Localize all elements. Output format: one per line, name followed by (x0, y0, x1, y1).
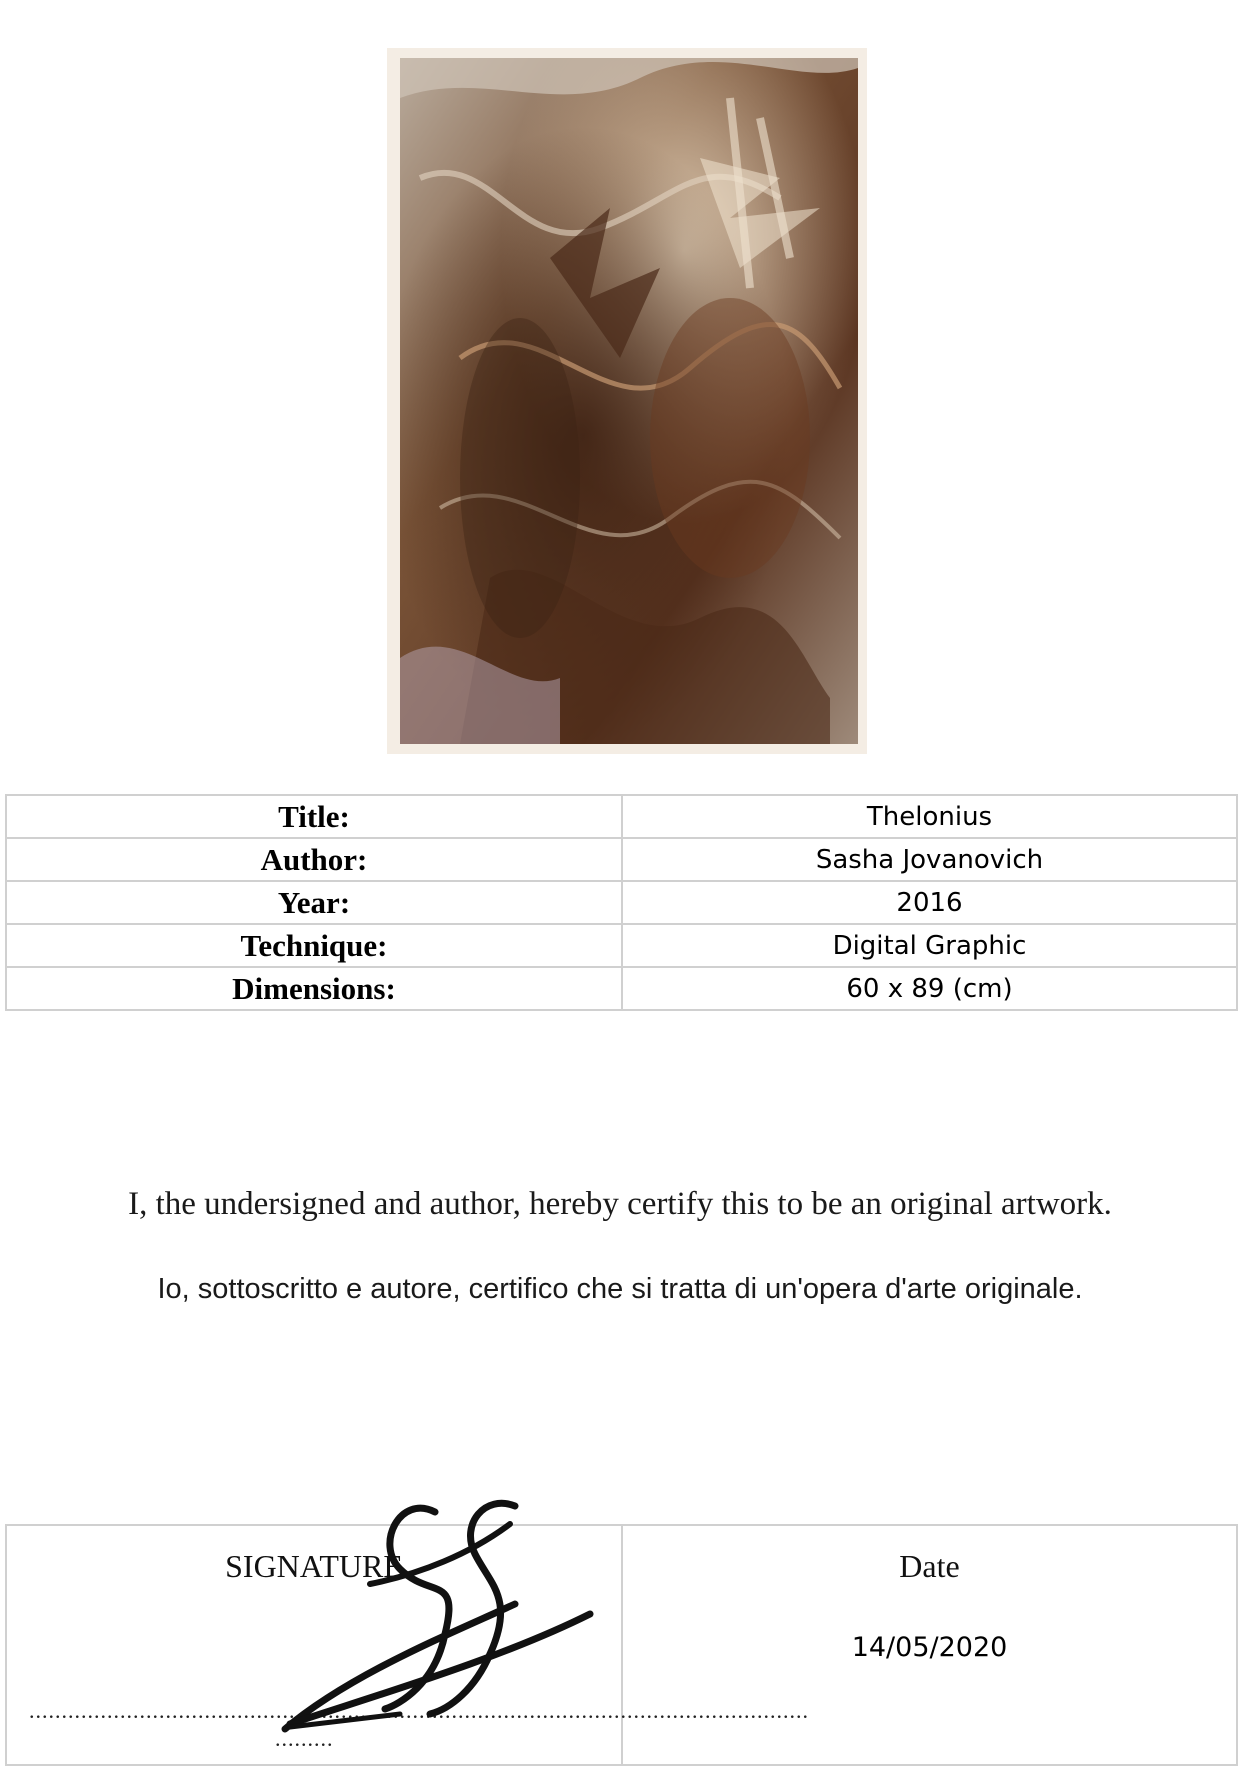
details-label: Author: (6, 838, 622, 881)
details-label: Dimensions: (6, 967, 622, 1010)
details-value: Sasha Jovanovich (622, 838, 1237, 881)
details-label: Technique: (6, 924, 622, 967)
details-value: 2016 (622, 881, 1237, 924)
signature-table (5, 1524, 1238, 1766)
details-label: Title: (6, 795, 622, 838)
signature-label: SIGNATURE (225, 1548, 403, 1584)
signature-cell (6, 1525, 809, 1765)
date-label: Date (899, 1548, 960, 1584)
details-row (6, 924, 1237, 967)
date-value: 14/05/2020 (851, 1632, 1008, 1663)
details-row (6, 795, 1237, 838)
certification-italian: Io, sottoscritto e autore, certifico che si tratta di un'opera d'arte originale. (157, 1273, 1083, 1305)
details-value: Digital Graphic (622, 924, 1237, 967)
details-label: Year: (6, 881, 622, 924)
artwork-image (387, 48, 867, 754)
details-row (6, 881, 1237, 924)
artwork-picture (400, 58, 858, 744)
details-value: Thelonius (622, 795, 1237, 838)
details-value: 60 x 89 (cm) (622, 967, 1237, 1010)
certification-english: I, the undersigned and author, hereby certify this to be an original artwork. (128, 1186, 1112, 1222)
signature-dotted-line-short: ......... (275, 1726, 334, 1751)
details-row (6, 967, 1237, 1010)
details-row (6, 838, 1237, 881)
artwork-details-table (5, 794, 1238, 1011)
signature-dotted-line: ........................................................................................................................ (29, 1698, 809, 1723)
date-cell (622, 1525, 1237, 1765)
